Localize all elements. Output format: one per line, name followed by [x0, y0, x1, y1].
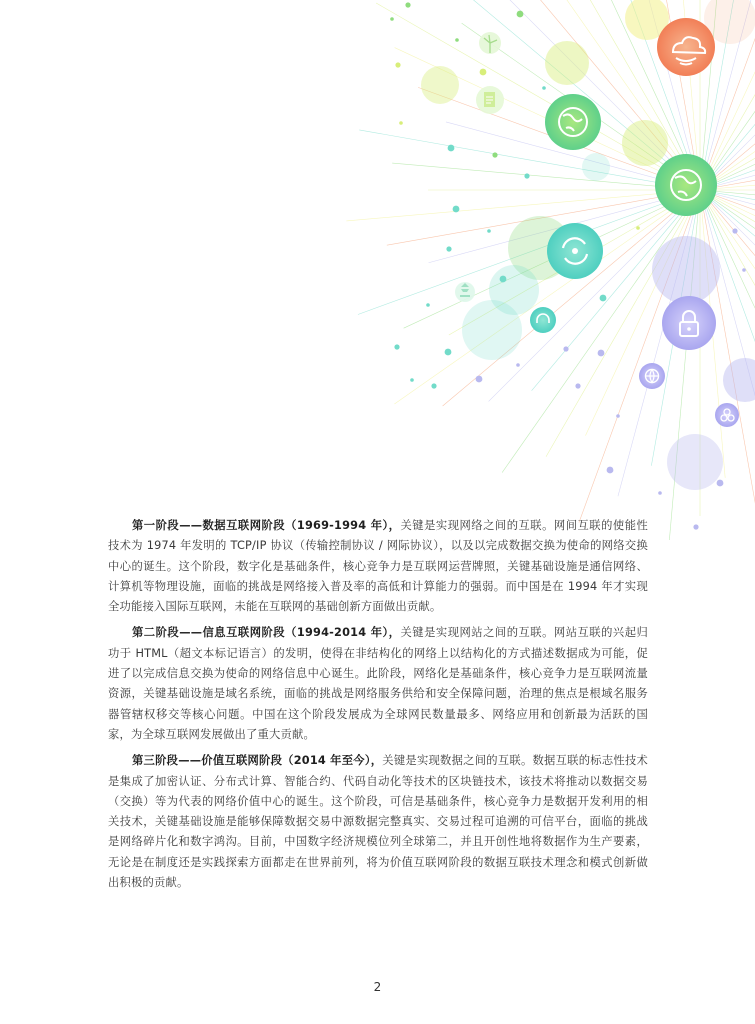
dot	[395, 62, 400, 67]
stage-heading: 第二阶段——信息互联网阶段（1994-2014 年），	[132, 626, 401, 640]
dot	[542, 86, 546, 90]
globe-icon	[545, 94, 601, 150]
paragraph-stage-2	[108, 623, 648, 745]
dot	[575, 383, 580, 388]
article-body	[108, 516, 648, 899]
dot	[607, 467, 614, 474]
wind-turbine-icon	[479, 32, 501, 54]
dot	[445, 349, 452, 356]
dot	[446, 246, 451, 251]
paragraph-stage-1	[108, 516, 648, 617]
dot	[516, 363, 520, 367]
dot	[410, 378, 414, 382]
dot	[500, 276, 507, 283]
document-icon	[476, 86, 504, 114]
dot	[636, 226, 640, 230]
dot	[598, 350, 605, 357]
dot	[394, 344, 399, 349]
globe-outline-icon	[639, 363, 665, 389]
dot	[742, 268, 746, 272]
dot	[616, 414, 620, 418]
stage-text: 关键是实现网络之间的互联。网间互联的使能性技术为 1974 年发明的 TCP/IP 协议（传输控制协议 / 网际协议），以及以完成数据交换为使命的网络交换中心的诞生。这个阶段，数字化是基础条件，核心竞争力是互联网运营牌照，关键基础设施是通信网络、计算机等物理设施，面临的挑战是网络接入普及率的高低和计算能力的强弱。而中国是在 1994 年才实现全功能接入国际互联网，未能在互联网的基础创新方面做出贡献。	[108, 519, 649, 614]
dot	[693, 524, 698, 529]
dot	[732, 228, 737, 233]
page-number: 2	[373, 980, 382, 994]
dot	[455, 38, 459, 42]
dot	[448, 145, 455, 152]
network-icon	[715, 403, 739, 427]
radiating-line	[392, 163, 700, 190]
bubble	[723, 358, 755, 402]
dot	[524, 173, 529, 178]
dot	[563, 346, 568, 351]
bubble	[545, 41, 589, 85]
bubble	[582, 153, 610, 181]
dot	[453, 206, 460, 213]
dot	[717, 480, 724, 487]
dot	[426, 303, 430, 307]
dot	[492, 152, 497, 157]
stage-heading: 第一阶段——数据互联网阶段（1969-1994 年），	[132, 519, 401, 532]
dot	[431, 383, 436, 388]
bubble	[667, 434, 723, 490]
stage-heading: 第三阶段——价值互联网阶段（2014 年至今），	[132, 754, 383, 768]
dot	[600, 295, 607, 302]
dot	[480, 69, 487, 76]
stage-text: 关键是实现数据之间的互联。数据互联的标志性技术是集成了加密认证、分布式计算、智能合约、代码自动化等技术的区块链技术，该技术将推动以数据交易（交换）等为代表的网络价值中心的诞生。这个阶段，可信是基础条件，核心竞争力是数据开发利用的相关技术，关键基础设施是能够保障数据交易中源数据完整真实、交易过程可追溯的可信平台，面临的挑战是网络碎片化和数字鸿沟。目前，中国数字经济规模位列全球第二，并且开创性地将数据作为生产要素，无论是在制度还是实践探索方面都走在世界前列，将为价值互联网阶段的数据互联技术理念和模式创新做出积极的贡献。	[108, 754, 648, 890]
dot	[405, 2, 410, 7]
bubble	[652, 236, 720, 304]
dot	[487, 229, 491, 233]
dot	[517, 11, 524, 18]
bubble	[622, 120, 668, 166]
headset-icon	[530, 307, 556, 333]
pagoda-icon	[455, 282, 475, 302]
radiating-line	[346, 190, 700, 221]
lock-icon	[662, 296, 716, 350]
bubble	[462, 300, 522, 360]
stage-text: 关键是实现网站之间的互联。网站互联的兴起归功于 HTML（超文本标记语言）的发明，使得在非结构化的网络上以结构化的方式描述数据成为可能，促进了以完成信息交换为使命的网络信息中心诞生。此阶段，网络化是基础条件，核心竞争力是互联网流量资源，关键基础设施是域名系统，面临的挑战是网络服务供给和安全保障问题，治理的焦点是根域名服务器管辖权移交等核心问题。中国在这个阶段发展成为全球网民数量最多、网络应用和创新最为活跃的国家，为全球互联网发展做出了重大贡献。	[108, 626, 649, 741]
dot	[399, 121, 403, 125]
dot	[476, 376, 483, 383]
bubble	[421, 66, 459, 104]
globe-icon	[655, 154, 717, 216]
refresh-icon	[547, 223, 603, 279]
dot	[658, 491, 662, 495]
dot	[390, 17, 394, 21]
cloud-icon	[657, 18, 715, 76]
paragraph-stage-3	[108, 751, 648, 893]
